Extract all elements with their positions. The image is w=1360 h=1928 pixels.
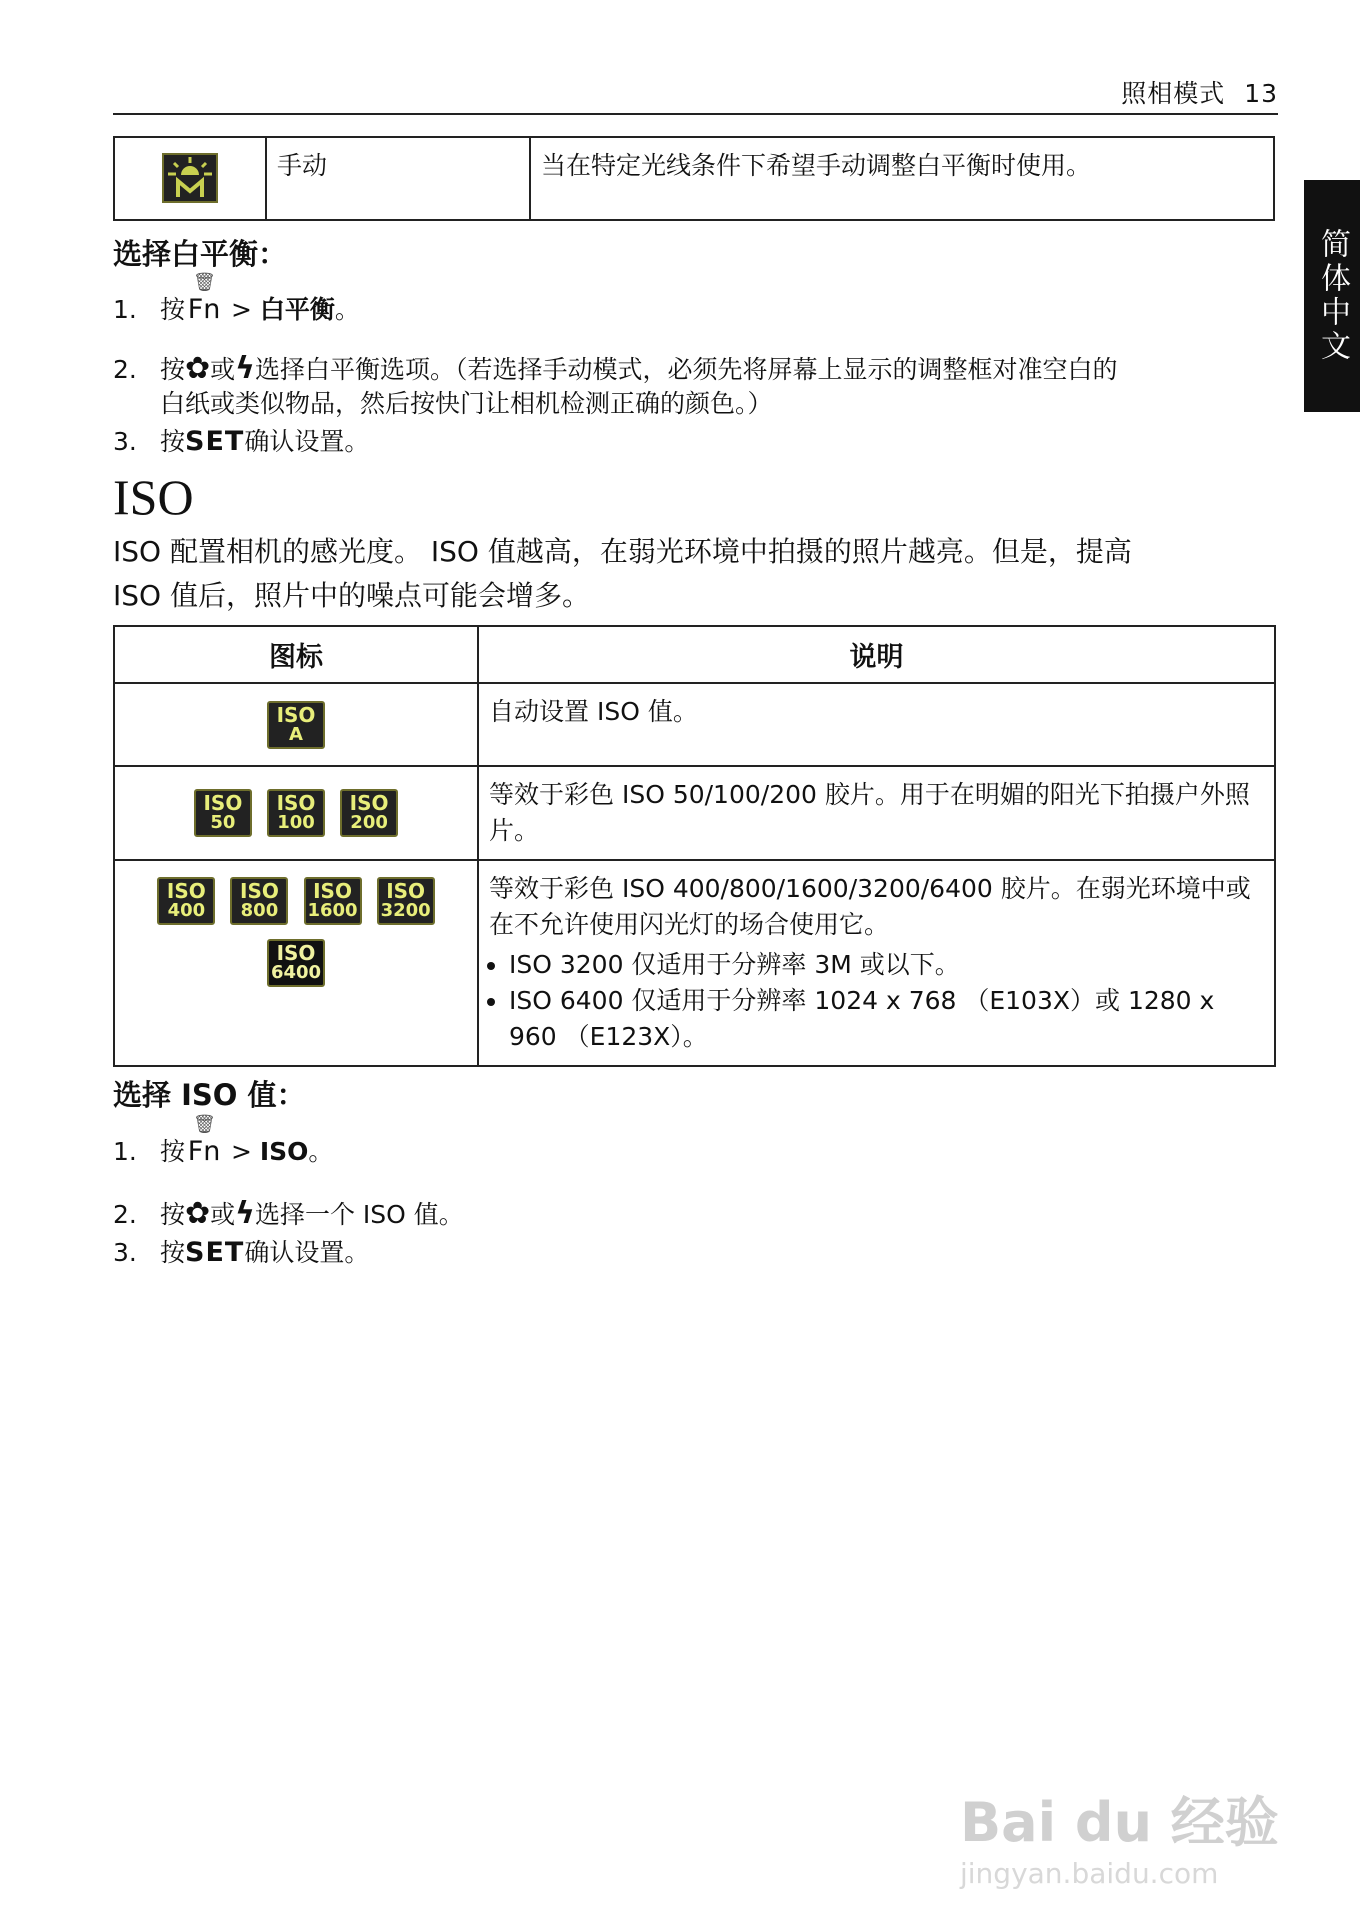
watermark-url: jingyan.baidu.com: [960, 1857, 1219, 1890]
iso-table: [113, 625, 1276, 1067]
table-row: [114, 683, 1275, 766]
page-number: 13: [1244, 79, 1278, 108]
wb-step-2: 2. 按✿或ϟ选择白平衡选项。（若选择手动模式，必须先将屏幕上显示的调整框对准空白的 白纸或类似物品，然后按快门让相机检测正确的颜色。）: [113, 351, 1118, 418]
iso-step-2: 2. 按✿或ϟ选择一个 ISO 值。: [113, 1196, 464, 1231]
page-header: [1121, 74, 1278, 110]
wb-mode-desc-cell: [530, 137, 1274, 220]
iso-6400-icon: ISO 6400: [267, 939, 325, 987]
flash-icon: ϟ: [235, 1196, 255, 1231]
iso-icon-cell: [114, 766, 478, 860]
iso-title: ISO: [113, 469, 194, 525]
header-divider: [113, 113, 1278, 115]
wb-step-3: 3. 按SET确认设置。: [113, 426, 370, 457]
wb-heading: 选择白平衡：: [113, 237, 288, 271]
wb-table: [113, 136, 1275, 221]
iso-step-1: 1. 按 🗑 Fn > ISO。: [113, 1114, 334, 1167]
col-header-icon: 图标: [114, 626, 478, 683]
iso-3200-icon: ISO 3200: [377, 877, 435, 925]
table-header-row: [114, 626, 1275, 683]
language-tab: [1304, 180, 1360, 412]
wb-mode-name-cell: [266, 137, 530, 220]
macro-flower-icon: ✿: [185, 1196, 211, 1231]
iso-100-icon: ISO 100: [267, 789, 325, 837]
header-title: 照相模式: [1121, 79, 1226, 108]
iso-1600-icon: ISO 1600: [304, 877, 362, 925]
wb-manual-icon: [162, 153, 218, 203]
col-header-desc: 说明: [478, 626, 1275, 683]
flash-icon: ϟ: [235, 351, 255, 386]
iso-intro: ISO 配置相机的感光度。 ISO 值越高，在弱光环境中拍摄的照片越亮。但是，提高 ISO 值后，照片中的噪点可能会增多。: [113, 535, 1132, 612]
set-button-icon: SET: [185, 1237, 245, 1268]
iso-50-icon: ISO 50: [194, 789, 252, 837]
wb-mode-desc: 当在特定光线条件下希望手动调整白平衡时使用。: [541, 151, 1092, 180]
table-row: [114, 766, 1275, 860]
set-button-icon: SET: [185, 426, 245, 457]
trash-icon: 🗑: [193, 1114, 216, 1135]
iso-800-icon: ISO 800: [230, 877, 288, 925]
language-tab-label: 简体中文: [1315, 228, 1350, 364]
wb-icon-cell: [114, 137, 266, 220]
macro-flower-icon: ✿: [185, 351, 211, 386]
iso-auto-icon: ISO A: [267, 701, 325, 749]
iso-notes: [479, 947, 1274, 1065]
watermark-brand: Bai du 经验: [960, 1791, 1279, 1854]
iso-icon-cell: [114, 683, 478, 766]
iso-step-3: 3. 按SET确认设置。: [113, 1237, 370, 1268]
trash-icon: 🗑: [193, 272, 216, 293]
iso-200-icon: ISO 200: [340, 789, 398, 837]
iso-400-icon: ISO 400: [157, 877, 215, 925]
wb-step-1: 1. 按 🗑 Fn > 白平衡。: [113, 272, 360, 325]
wb-mode-name: 手动: [277, 151, 328, 180]
fn-button-icon: 🗑 Fn: [187, 1114, 221, 1167]
fn-button-icon: 🗑 Fn: [187, 272, 221, 325]
iso-icon-cell: [114, 860, 478, 1066]
table-row: [114, 860, 1275, 1066]
iso-heading: 选择 ISO 值：: [113, 1078, 306, 1112]
iso-desc-cell: 等效于彩色 ISO 400/800/1600/3200/6400 胶片。在弱光环境中或在不允许使用闪光灯的场合使用它。 • ISO 3200 仅适用于分辨率 3M 或以下。 • ISO 6400 仅适用于分辨率 1024 x 768 （E103X）或 1280 x 960 （E123X）。: [478, 860, 1275, 1066]
list-item: • ISO 6400 仅适用于分辨率 1024 x 768 （E103X）或 1280 x 960 （E123X）。: [509, 983, 1264, 1055]
list-item: • ISO 3200 仅适用于分辨率 3M 或以下。: [509, 947, 1264, 983]
iso-desc-cell: 自动设置 ISO 值。: [478, 683, 1275, 766]
watermark: [960, 1780, 1290, 1890]
iso-desc-cell: 等效于彩色 ISO 50/100/200 胶片。用于在明媚的阳光下拍摄户外照片。: [478, 766, 1275, 860]
table-row: [114, 137, 1274, 220]
